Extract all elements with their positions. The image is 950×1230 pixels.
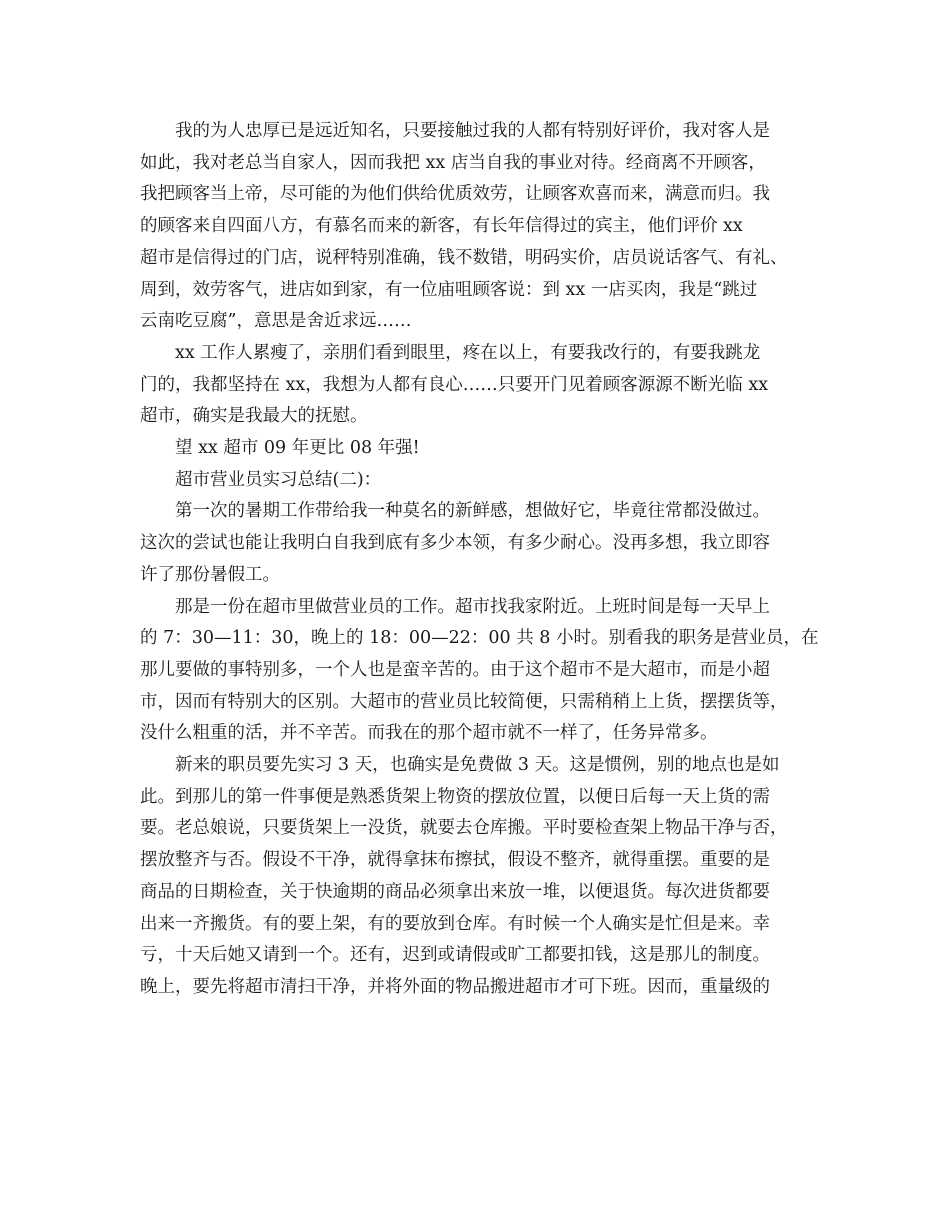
text-line: 没什么粗重的活，并不辛苦。而我在的那个超市就不一样了，任务异常多。: [140, 723, 718, 744]
text-line: 这次的尝试也能让我明白自我到底有多少本领，有多少耐心。没再多想，我立即容: [140, 533, 770, 554]
text-line: 晚上，要先将超市清扫干净，并将外面的物品搬进超市才可下班。因而，重量级的: [140, 976, 770, 997]
text-line: 新来的职员要先实习 3 天，也确实是免费做 3 天。这是惯例，别的地点也是如: [175, 755, 780, 776]
text-line: 市，因而有特别大的区别。大超市的营业员比较简便，只需稍稍上上货，摆摆货等，: [140, 691, 788, 712]
text-line: 许了那份暑假工。: [140, 564, 280, 585]
text-line: 商品的日期检查，关于快逾期的商品必须拿出来放一堆，以便退货。每次进货都要: [140, 881, 770, 902]
document-body: [140, 116, 819, 1004]
text-line: 亏，十天后她又请到一个。还有，迟到或请假或旷工都要扣钱，这是那儿的制度。: [140, 945, 770, 966]
text-line: 的 7：30—11：30，晚上的 18：00—22：00 共 8 小时。别看我的职务是营业员，在: [140, 628, 819, 649]
text-line: 那儿要做的事特别多，一个人也是蛮辛苦的。由于这个超市不是大超市，而是小超: [140, 659, 770, 680]
text-line: 云南吃豆腐”，意思是舍近求远……: [140, 311, 412, 332]
text-line: 此。到那儿的第一件事便是熟悉货架上物资的摆放位置，以便日后每一天上货的需: [140, 786, 770, 807]
text-line: 第一次的暑期工作带给我一种莫名的新鲜感，想做好它，毕竟往常都没做过。: [175, 501, 770, 522]
text-line: 要。老总娘说，只要货架上一没货，就要去仓库搬。平时要检查架上物品干净与否，: [140, 818, 788, 839]
text-line: 超市是信得过的门店，说秤特别准确，钱不数错，明码实价，店员说话客气、有礼、: [140, 247, 788, 268]
text-line: 如此，我对老总当自家人，因而我把 xx 店当自我的事业对待。经商离不开顾客，: [140, 152, 766, 173]
text-line: 的顾客来自四面八方，有慕名而来的新客，有长年信得过的宾主，他们评价 xx: [140, 216, 743, 237]
text-line: 望 xx 超市 09 年更比 08 年强!: [175, 438, 420, 459]
text-line: 出来一齐搬货。有的要上架，有的要放到仓库。有时候一个人确实是忙但是来。幸: [140, 913, 770, 934]
text-line: 我的为人忠厚已是远近知名，只要接触过我的人都有特别好评价，我对客人是: [175, 121, 770, 141]
text-line: 周到，效劳客气，进店如到家，有一位庙咀顾客说：到 xx 一店买肉，我是“跳过: [140, 279, 758, 300]
text-line: 摆放整齐与否。假设不干净，就得拿抹布擦拭，假设不整齐，就得重摆。重要的是: [140, 850, 770, 871]
text-line: xx 工作人累瘦了，亲朋们看到眼里，疼在以上，有要我改行的，有要我跳龙: [175, 342, 761, 363]
text-line: 我把顾客当上帝，尽可能的为他们供给优质效劳，让顾客欢喜而来，满意而归。我: [140, 184, 770, 205]
section-heading: 超市营业员实习总结(二)：: [175, 469, 382, 490]
text-line: 门的，我都坚持在 xx，我想为人都有良心……只要开门见着顾客源源不断光临 xx: [140, 374, 769, 395]
text-line: 超市，确实是我最大的抚慰。: [140, 406, 368, 427]
text-line: 那是一份在超市里做营业员的工作。超市找我家附近。上班时间是每一天早上: [175, 596, 770, 617]
